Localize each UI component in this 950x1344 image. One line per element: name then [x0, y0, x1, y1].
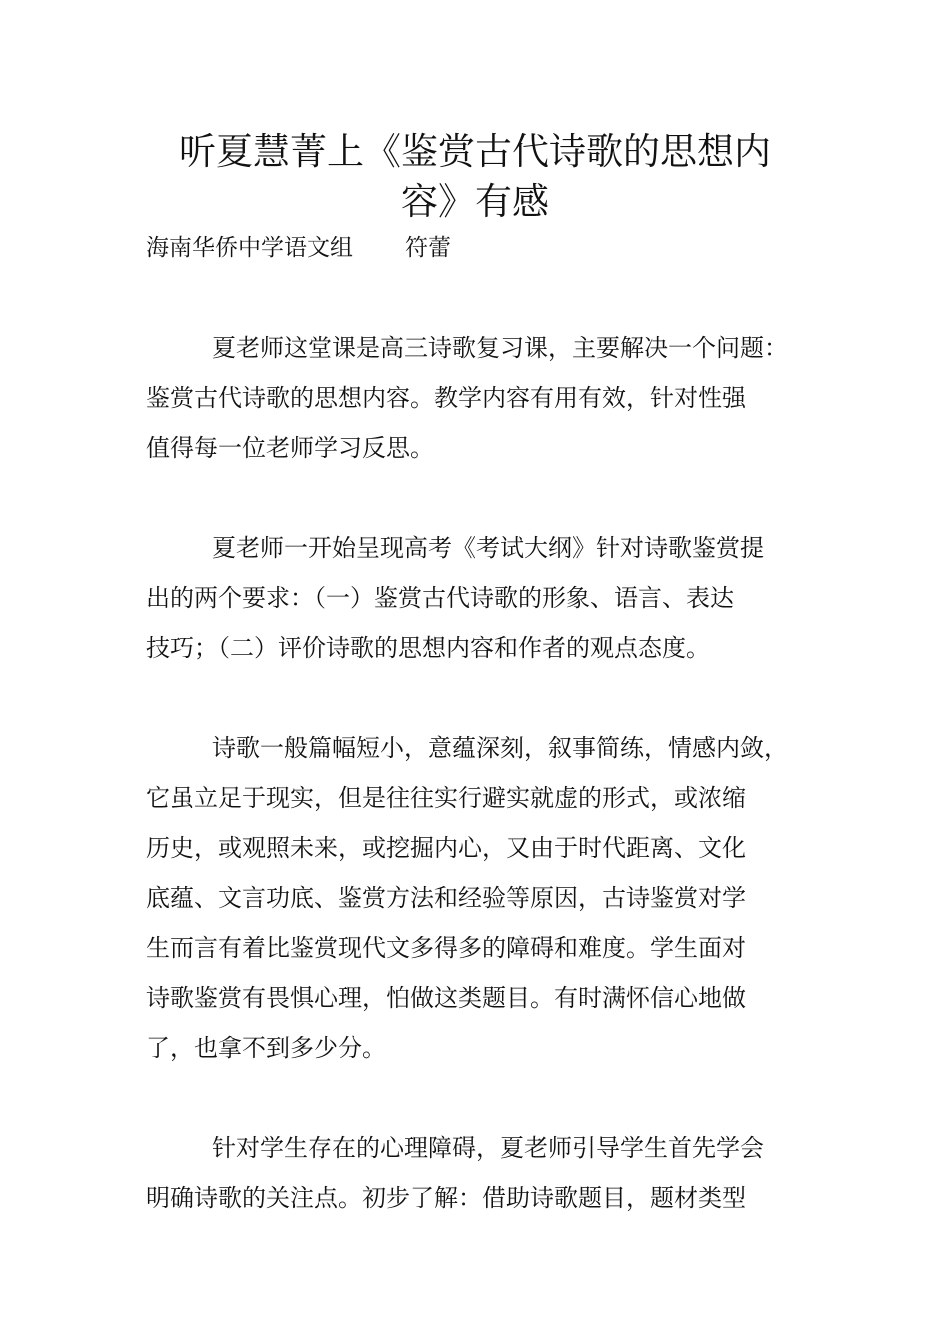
paragraph-3-line-7: 了，也拿不到多少分。 [146, 1034, 386, 1062]
byline [146, 232, 451, 264]
paragraph-3-line-2: 它虽立足于现实，但是往往实行避实就虚的形式，或浓缩 [146, 784, 746, 812]
byline-group: 海南华侨中学语文组 [146, 235, 353, 261]
paragraph-4-line-2: 明确诗歌的关注点。初步了解：借助诗歌题目，题材类型 [146, 1184, 746, 1212]
paragraph-2-line-2: 出的两个要求：（一）鉴赏古代诗歌的形象、语言、表达 [146, 584, 734, 612]
paragraph-1-line-2: 鉴赏古代诗歌的思想内容。教学内容有用有效，针对性强 [146, 384, 746, 412]
document-title-line-2: 容》有感 [401, 180, 549, 223]
document-title-line-1: 听夏慧菁上《鉴赏古代诗歌的思想内 [179, 130, 771, 173]
paragraph-1-line-1: 夏老师这堂课是高三诗歌复习课，主要解决一个问题： [212, 334, 788, 362]
paragraph-3-line-6: 诗歌鉴赏有畏惧心理，怕做这类题目。有时满怀信心地做 [146, 984, 746, 1012]
paragraph-3-line-3: 历史，或观照未来，或挖掘内心，又由于时代距离、文化 [146, 834, 746, 862]
byline-author: 符蕾 [405, 235, 451, 261]
paragraph-1-line-3: 值得每一位老师学习反思。 [146, 434, 434, 462]
paragraph-2-line-3: 技巧；（二）评价诗歌的思想内容和作者的观点态度。 [146, 634, 710, 662]
paragraph-2-line-1: 夏老师一开始呈现高考《考试大纲》针对诗歌鉴赏提 [212, 534, 764, 562]
paragraph-3-line-4: 底蕴、文言功底、鉴赏方法和经验等原因，古诗鉴赏对学 [146, 884, 746, 912]
paragraph-3-line-1: 诗歌一般篇幅短小，意蕴深刻，叙事简练，情感内敛， [212, 734, 788, 762]
paragraph-3-line-5: 生而言有着比鉴赏现代文多得多的障碍和难度。学生面对 [146, 934, 746, 962]
paragraph-4-line-1: 针对学生存在的心理障碍，夏老师引导学生首先学会 [212, 1134, 764, 1162]
